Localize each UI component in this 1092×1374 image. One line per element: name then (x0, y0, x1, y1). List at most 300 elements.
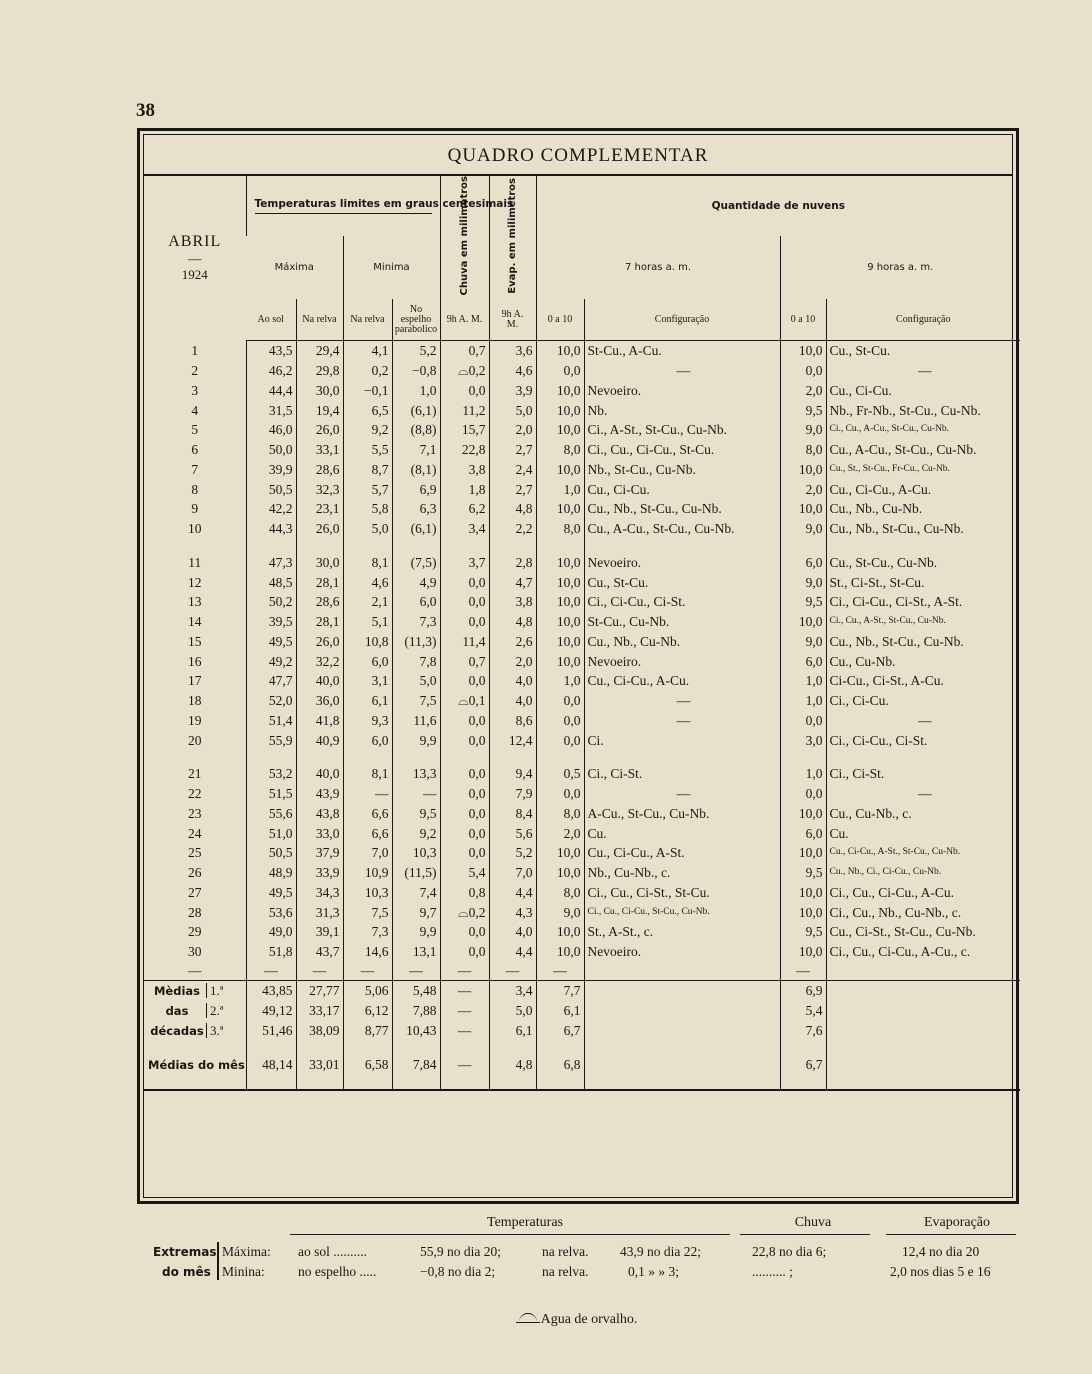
clouds-9h-cell: 10,0 (780, 499, 826, 519)
closing-dash-row (144, 962, 1020, 981)
table-row (144, 652, 1020, 672)
avg-min-relva: 5,06 (343, 980, 392, 1001)
config-9h-cell: Ci., Cu., Nb., Cu-Nb., c. (826, 903, 1020, 923)
spacer-cell (489, 1041, 536, 1055)
col-ao-sol: Ao sol (246, 299, 296, 341)
clouds-9h-cell: 10,0 (780, 612, 826, 632)
table-frame-inner (143, 134, 1013, 1327)
min-espelho-cell: (8,8) (392, 420, 440, 440)
month-avg-min-espelho: 7,84 (392, 1055, 440, 1075)
evap-cell: 4,0 (489, 922, 536, 942)
min-relva-cell: 2,1 (343, 592, 392, 612)
rain-cell: ⌓0,2 (440, 903, 489, 923)
day-number: 29 (188, 924, 202, 940)
max-relva-cell: 31,3 (296, 903, 343, 923)
max-relva-cell: 43,9 (296, 784, 343, 804)
max-sol-cell: 31,5 (246, 401, 296, 421)
min-relva-cell: 6,5 (343, 401, 392, 421)
clouds-7h-cell: 8,0 (536, 883, 584, 903)
config-7h-cell: — (584, 784, 780, 804)
spacer-cell (489, 1075, 536, 1090)
rain-header-label: Chuva em milimetros (459, 176, 470, 296)
evap-cell: 2,8 (489, 553, 536, 573)
month-avg-rain: — (440, 1055, 489, 1075)
clouds-9h-cell: 9,0 (780, 420, 826, 440)
avg-min-espelho: 10,43 (392, 1021, 440, 1041)
min-espelho-cell: (11,5) (392, 863, 440, 883)
avg-max-sol: 51,46 (246, 1021, 296, 1041)
clouds-9h-cell: 0,0 (780, 361, 826, 381)
avg-max-relva: 33,17 (296, 1001, 343, 1021)
max-sol-cell: 47,3 (246, 553, 296, 573)
clouds-7h-cell: 10,0 (536, 460, 584, 480)
clouds-9h-cell: 10,0 (780, 460, 826, 480)
clouds-7h-cell: 10,0 (536, 863, 584, 883)
hour9-header (780, 236, 1020, 299)
table-row (144, 553, 1020, 573)
min-espelho-cell: −0,8 (392, 361, 440, 381)
min-relva-cell: 10,8 (343, 632, 392, 652)
month-average-row (144, 1055, 1020, 1075)
config-9h-cell: Cu. (826, 824, 1020, 844)
clouds-9h-cell: 9,5 (780, 922, 826, 942)
evap-cell: 3,8 (489, 592, 536, 612)
decade-average-label (144, 1021, 246, 1041)
config-9h-cell: Cu., A-Cu., St-Cu., Cu-Nb. (826, 440, 1020, 460)
clouds-7h-cell: 10,0 (536, 592, 584, 612)
rain-cell: 0,7 (440, 341, 489, 361)
min-espelho-cell: (8,1) (392, 460, 440, 480)
decade-average-title: das (165, 1003, 189, 1018)
spacer-cell (392, 1041, 440, 1055)
clouds-9h-cell: 2,0 (780, 480, 826, 500)
decade-ordinal: 2.ª (206, 1003, 223, 1018)
clouds-7h-cell: 2,0 (536, 824, 584, 844)
page-number: 38 (136, 100, 155, 121)
spacer-cell (489, 750, 536, 764)
avg-max-sol: 49,12 (246, 1001, 296, 1021)
day-number: 10 (188, 521, 202, 537)
rain-cell: 0,0 (440, 824, 489, 844)
spacer-cell (343, 539, 392, 553)
evap-cell: 2,4 (489, 460, 536, 480)
spacer-cell (780, 1041, 826, 1055)
config-9h-cell: Ci., Ci-St. (826, 764, 1020, 784)
max-relva-cell: 39,1 (296, 922, 343, 942)
min-espelho-cell: 9,5 (392, 804, 440, 824)
clouds-7h-cell: 0,0 (536, 731, 584, 751)
evap-cell: 4,7 (489, 573, 536, 593)
min-espelho-cell: 11,6 (392, 711, 440, 731)
table-row (144, 863, 1020, 883)
clouds-7h-cell: 10,0 (536, 553, 584, 573)
avg-min-relva: 8,77 (343, 1021, 392, 1041)
spacer-cell (144, 750, 246, 764)
table-row (144, 804, 1020, 824)
max-relva-cell: 28,1 (296, 573, 343, 593)
dash-cell: — (392, 962, 440, 981)
extremes-rain-brace (740, 1234, 870, 1241)
config-7h-cell: Cu., Ci-Cu., A-Cu. (584, 671, 780, 691)
dash-cell: — (780, 962, 826, 981)
clouds-9h-cell: 9,0 (780, 632, 826, 652)
min-relva-cell: 7,3 (343, 922, 392, 942)
day-number: 18 (188, 693, 202, 709)
spacer-cell (780, 1075, 826, 1090)
rain-cell: 0,0 (440, 922, 489, 942)
month-avg-clouds-7h: 6,8 (536, 1055, 584, 1075)
clouds-7h-cell: 10,0 (536, 612, 584, 632)
min-espelho-cell: 5,2 (392, 341, 440, 361)
max-relva-cell: 40,9 (296, 731, 343, 751)
max-relva-cell: 28,6 (296, 592, 343, 612)
max-relva-cell: 34,3 (296, 883, 343, 903)
evap-cell: 2,6 (489, 632, 536, 652)
max-sol-cell: 50,5 (246, 843, 296, 863)
extremes-max-relva-value: 43,9 no dia 22; (620, 1244, 701, 1259)
config-9h-cell: Cu., Ci-Cu., A-Cu. (826, 480, 1020, 500)
cloud-group-header (536, 176, 1020, 236)
rain-cell: 0,0 (440, 764, 489, 784)
day-number: 7 (191, 461, 199, 477)
min-relva-cell: — (343, 784, 392, 804)
min-relva-cell: 5,0 (343, 519, 392, 539)
config-9h-cell: Ci., Cu., A-St., St-Cu., Cu-Nb. (826, 612, 1020, 632)
max-relva-cell: 28,1 (296, 612, 343, 632)
min-espelho-cell: 6,9 (392, 480, 440, 500)
min-relva-cell: 5,7 (343, 480, 392, 500)
evap-cell: 4,4 (489, 942, 536, 962)
day-number: 23 (188, 805, 202, 821)
col-na-relva: Na relva (296, 299, 343, 341)
clouds-9h-cell: 9,5 (780, 401, 826, 421)
spacer-cell (392, 539, 440, 553)
clouds-7h-cell: 10,0 (536, 652, 584, 672)
config-9h-cell: Cu., Nb., St-Cu., Cu-Nb. (826, 519, 1020, 539)
rain-cell: 6,2 (440, 499, 489, 519)
table-row (144, 784, 1020, 804)
spacer-cell (440, 750, 489, 764)
max-sol-cell: 42,2 (246, 499, 296, 519)
min-relva-cell: 8,7 (343, 460, 392, 480)
spacer-cell (144, 1041, 246, 1055)
evap-cell: 2,7 (489, 480, 536, 500)
max-sol-cell: 49,5 (246, 883, 296, 903)
spacer-cell (246, 1075, 296, 1090)
spacer-cell (343, 1075, 392, 1090)
clouds-7h-cell: 10,0 (536, 401, 584, 421)
table-row (144, 903, 1020, 923)
decade-average-label (144, 1001, 246, 1021)
spacer-cell (343, 750, 392, 764)
min-relva-cell: 9,3 (343, 711, 392, 731)
avg-evap: 5,0 (489, 1001, 536, 1021)
max-sol-cell: 43,5 (246, 341, 296, 361)
clouds-9h-cell: 10,0 (780, 804, 826, 824)
clouds-7h-cell: 10,0 (536, 843, 584, 863)
day-number: 21 (188, 766, 202, 782)
avg-clouds-7h: 6,7 (536, 1021, 584, 1041)
extremes-min-rain: .......... ; (752, 1264, 793, 1279)
max-sol-cell: 49,5 (246, 632, 296, 652)
col-chuva-hour: 9h A. M. (440, 299, 489, 341)
rain-cell: ⌓0,2 (440, 361, 489, 381)
table-row (144, 460, 1020, 480)
clouds-9h-cell: 2,0 (780, 381, 826, 401)
dash-cell: — (343, 962, 392, 981)
clouds-7h-cell: 8,0 (536, 804, 584, 824)
evap-cell: 4,6 (489, 361, 536, 381)
evap-cell: 7,9 (489, 784, 536, 804)
evap-header-label: Evap. em milimetros (507, 177, 518, 294)
max-sol-cell: 55,9 (246, 731, 296, 751)
max-sol-cell: 48,9 (246, 863, 296, 883)
max-sol-cell: 53,2 (246, 764, 296, 784)
table-row (144, 573, 1020, 593)
extremes-max-sol-value: 55,9 no dia 20; (420, 1244, 501, 1259)
min-relva-cell: 6,6 (343, 804, 392, 824)
evap-cell: 5,0 (489, 401, 536, 421)
spacer-cell (296, 1041, 343, 1055)
clouds-9h-cell: 0,0 (780, 711, 826, 731)
avg-clouds-7h: 6,1 (536, 1001, 584, 1021)
rain-cell: 0,0 (440, 784, 489, 804)
decade-average-row (144, 1021, 1020, 1041)
rain-cell: 0,0 (440, 573, 489, 593)
rain-cell: 0,0 (440, 804, 489, 824)
min-header-label: Minima (373, 262, 410, 274)
dash-cell (584, 962, 780, 981)
min-relva-cell: 3,1 (343, 671, 392, 691)
config-9h-cell: Nb., Fr-Nb., St-Cu., Cu-Nb. (826, 401, 1020, 421)
evap-cell: 5,2 (489, 843, 536, 863)
config-7h-cell: Ci., Cu., Ci-St., St-Cu. (584, 883, 780, 903)
config-9h-cell: Cu., Cu-Nb. (826, 652, 1020, 672)
clouds-9h-cell: 6,0 (780, 553, 826, 573)
col-evap-hour: 9h A. M. (489, 299, 536, 341)
evap-cell: 4,8 (489, 612, 536, 632)
max-sol-cell: 51,0 (246, 824, 296, 844)
evap-cell: 8,6 (489, 711, 536, 731)
min-espelho-cell: 4,9 (392, 573, 440, 593)
config-9h-cell: Cu., Ci-Cu. (826, 381, 1020, 401)
max-sol-cell: 49,2 (246, 652, 296, 672)
extremes-min-espelho: no espelho ..... (298, 1264, 377, 1279)
table-row (144, 731, 1020, 751)
table-row (144, 764, 1020, 784)
evap-cell: 4,8 (489, 499, 536, 519)
min-espelho-cell: (11,3) (392, 632, 440, 652)
max-relva-cell: 19,4 (296, 401, 343, 421)
max-relva-cell: 32,3 (296, 480, 343, 500)
day-number: 13 (188, 594, 202, 610)
day-number: 3 (191, 382, 199, 398)
max-relva-cell: 33,1 (296, 440, 343, 460)
clouds-9h-cell: 9,0 (780, 573, 826, 593)
clouds-7h-cell: 10,0 (536, 499, 584, 519)
table-body (144, 341, 1020, 1090)
config-7h-cell: Ci., Ci-St. (584, 764, 780, 784)
dash-cell: — (489, 962, 536, 981)
rain-cell: 3,8 (440, 460, 489, 480)
rain-cell: 0,0 (440, 942, 489, 962)
max-relva-cell: 26,0 (296, 420, 343, 440)
config-7h-cell: Ci., Ci-Cu., Ci-St. (584, 592, 780, 612)
avg-max-relva: 38,09 (296, 1021, 343, 1041)
config-7h-cell: Ci. (584, 731, 780, 751)
config-9h-cell: Cu., St-Cu. (826, 341, 1020, 361)
spacer-cell (780, 750, 826, 764)
rain-cell: 0,0 (440, 671, 489, 691)
extremes-max-rain: 22,8 no dia 6; (752, 1244, 827, 1259)
max-relva-cell: 32,2 (296, 652, 343, 672)
decade-average-label (144, 980, 246, 1001)
table-row (144, 711, 1020, 731)
rain-cell: 0,7 (440, 652, 489, 672)
extremes-max-evap: 12,4 no dia 20 (902, 1244, 980, 1259)
table-row (144, 691, 1020, 711)
config-9h-cell: Ci-Cu., Ci-St., A-Cu. (826, 671, 1020, 691)
config-7h-cell: — (584, 691, 780, 711)
min-espelho-cell: (6,1) (392, 401, 440, 421)
decade-average-title: décadas (150, 1023, 204, 1038)
spacer-cell (826, 1041, 1020, 1055)
clouds-7h-cell: 10,0 (536, 573, 584, 593)
config-7h-cell: Nevoeiro. (584, 553, 780, 573)
config-7h-cell: St-Cu., A-Cu. (584, 341, 780, 361)
spacer-cell (780, 539, 826, 553)
dew-icon (519, 1313, 537, 1322)
evap-cell: 4,4 (489, 883, 536, 903)
avg-max-relva: 27,77 (296, 980, 343, 1001)
table-row (144, 420, 1020, 440)
config-7h-cell: Ci., Cu., Ci-Cu., St-Cu. (584, 440, 780, 460)
rain-cell: 3,4 (440, 519, 489, 539)
month-avg-min-relva: 6,58 (343, 1055, 392, 1075)
day-number: 22 (188, 786, 202, 802)
month-avg-max-sol: 48,14 (246, 1055, 296, 1075)
spacer-cell (296, 1075, 343, 1090)
max-sol-cell: 50,5 (246, 480, 296, 500)
clouds-7h-cell: 0,0 (536, 784, 584, 804)
config-7h-cell: A-Cu., St-Cu., Cu-Nb. (584, 804, 780, 824)
max-sol-cell: 51,8 (246, 942, 296, 962)
avg-config-9h (826, 1001, 1020, 1021)
config-9h-cell: Cu., Cu-Nb., c. (826, 804, 1020, 824)
rain-cell: 0,0 (440, 612, 489, 632)
climate-table (144, 176, 1020, 1091)
max-sol-cell: 46,0 (246, 420, 296, 440)
evap-cell: 2,0 (489, 652, 536, 672)
table-row (144, 883, 1020, 903)
rain-cell: 0,0 (440, 592, 489, 612)
min-relva-cell: 10,9 (343, 863, 392, 883)
config-9h-cell: Cu., St-Cu., Cu-Nb. (826, 553, 1020, 573)
col-scale-9: 0 a 10 (780, 299, 826, 341)
day-number: 12 (188, 574, 202, 590)
day-number: 14 (188, 614, 202, 630)
month-avg-evap: 4,8 (489, 1055, 536, 1075)
decade-gap (144, 539, 1020, 553)
table-row (144, 499, 1020, 519)
spacer-cell (584, 1075, 780, 1090)
spacer-cell (246, 1041, 296, 1055)
extremes-min-relva: na relva. (542, 1264, 589, 1279)
config-7h-cell: — (584, 361, 780, 381)
max-header-label: Máxima (274, 262, 314, 274)
temp-group-label: Temperaturas limites em graus centesimais (255, 199, 432, 214)
spacer-cell (392, 750, 440, 764)
month-average-label: Médias do mês (148, 1057, 245, 1072)
hour9-header-label: 9 horas a. m. (867, 262, 934, 274)
average-gap (144, 1041, 1020, 1055)
col-na-relva-min: Na relva (343, 299, 392, 341)
spacer-cell (296, 539, 343, 553)
config-9h-cell: Ci., Ci-Cu., Ci-St. (826, 731, 1020, 751)
max-sol-cell: 50,0 (246, 440, 296, 460)
day-number: 5 (191, 422, 199, 438)
table-row (144, 843, 1020, 863)
spacer-cell (440, 1041, 489, 1055)
day-number: 24 (188, 825, 202, 841)
min-espelho-cell: (6,1) (392, 519, 440, 539)
config-7h-cell: Cu., St-Cu. (584, 573, 780, 593)
config-7h-cell: Nevoeiro. (584, 652, 780, 672)
decade-average-title: Mèdias (153, 983, 201, 998)
col-scale-7: 0 a 10 (536, 299, 584, 341)
clouds-7h-cell: 10,0 (536, 922, 584, 942)
min-relva-cell: 5,8 (343, 499, 392, 519)
rain-header (440, 176, 489, 299)
day-number: 19 (188, 712, 202, 728)
max-sol-cell: 51,4 (246, 711, 296, 731)
min-espelho-cell: 9,9 (392, 922, 440, 942)
config-7h-cell: Cu., Nb., St-Cu., Cu-Nb. (584, 499, 780, 519)
day-number: 20 (188, 732, 202, 748)
table-row (144, 361, 1020, 381)
config-9h-cell: Ci., Ci-Cu. (826, 691, 1020, 711)
min-relva-cell: 5,5 (343, 440, 392, 460)
rain-cell: 5,4 (440, 863, 489, 883)
evap-cell: 2,7 (489, 440, 536, 460)
clouds-9h-cell: 9,5 (780, 592, 826, 612)
min-relva-cell: 14,6 (343, 942, 392, 962)
avg-max-sol: 43,85 (246, 980, 296, 1001)
table-title: QUADRO COMPLEMENTAR (144, 135, 1012, 176)
dew-note (150, 1312, 1006, 1328)
max-relva-cell: 30,0 (296, 553, 343, 573)
max-relva-cell: 26,0 (296, 632, 343, 652)
evap-cell: 5,6 (489, 824, 536, 844)
month-avg-config-7h (584, 1055, 780, 1075)
clouds-9h-cell: 10,0 (780, 341, 826, 361)
min-relva-cell: 9,2 (343, 420, 392, 440)
spacer-cell (536, 539, 584, 553)
spacer-cell (489, 539, 536, 553)
clouds-7h-cell: 0,5 (536, 764, 584, 784)
config-7h-cell: Cu., Nb., Cu-Nb. (584, 632, 780, 652)
config-9h-cell: Cu., St., St-Cu., Fr-Cu., Cu-Nb. (826, 460, 1020, 480)
max-sol-cell: 51,5 (246, 784, 296, 804)
config-7h-cell: Nb. (584, 401, 780, 421)
spacer-cell (536, 1075, 584, 1090)
evap-cell: 3,9 (489, 381, 536, 401)
max-relva-cell: 29,4 (296, 341, 343, 361)
day-number: 4 (191, 402, 199, 418)
avg-clouds-9h: 6,9 (780, 980, 826, 1001)
day-number: 27 (188, 884, 202, 900)
config-9h-cell: St., Ci-St., St-Cu. (826, 573, 1020, 593)
